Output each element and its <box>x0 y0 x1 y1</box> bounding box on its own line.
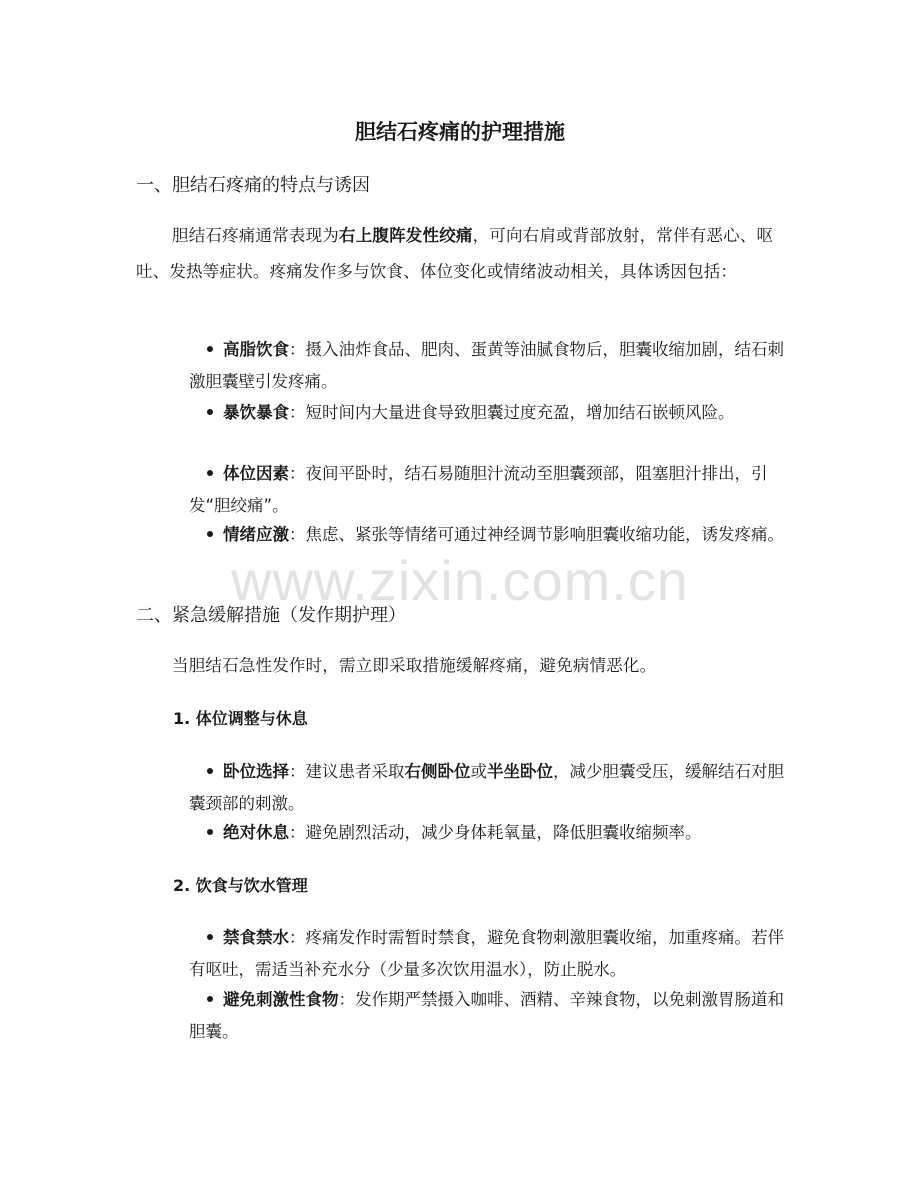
item-text: ：发作期严禁摄入咖啡、酒精、辛辣食物，以免刺激胃肠道和胆囊。 <box>189 990 784 1041</box>
item-text-mid: 或 <box>470 762 487 781</box>
list-item <box>189 458 787 522</box>
list-item <box>189 817 787 849</box>
intro-text-post: ，可向右肩或背部放射，常伴有恶心、呕吐、发热等症状。疼痛发作多与饮食、体位变化或情绪波动相关，具体诱因包括： <box>136 226 774 281</box>
item-text-post: ，减少胆囊受压，缓解结石对胆囊颈部的刺激。 <box>189 762 784 813</box>
item-label: 暴饮暴食 <box>223 403 289 422</box>
item-label: 绝对休息 <box>223 823 289 842</box>
section1-intro <box>136 218 786 290</box>
item-text: ：焦虑、紧张等情绪可通过神经调节影响胆囊收缩功能，诱发疼痛。 <box>289 525 784 544</box>
item-text: ：夜间平卧时，结石易随胆汁流动至胆囊颈部，阻塞胆汁排出，引发“胆绞痛”。 <box>189 464 768 515</box>
item-label: 避免刺激性食物 <box>223 990 339 1009</box>
section1-heading: 一、胆结石疼痛的特点与诱因 <box>136 175 370 196</box>
bullet-dot <box>207 409 213 415</box>
document-title: 胆结石疼痛的护理措施 <box>355 120 565 144</box>
item-text-pre: ：建议患者采取 <box>289 762 405 781</box>
item-text: ：摄入油炸食品、肥肉、蛋黄等油腻食物后，胆囊收缩加剧，结石刺激胆囊壁引发疼痛。 <box>189 340 784 391</box>
item-text: ：避免剧烈活动，减少身体耗氧量，降低胆囊收缩频率。 <box>289 823 702 842</box>
subsection2-heading: 2. 饮食与饮水管理 <box>173 876 308 895</box>
subsection1-heading: 1. 体位调整与休息 <box>173 709 308 728</box>
item-label: 禁食禁水 <box>223 928 289 947</box>
intro-text-bold: 右上腹阵发性绞痛 <box>339 226 473 245</box>
list-item <box>189 756 787 820</box>
intro-text-pre: 胆结石疼痛通常表现为 <box>172 226 339 245</box>
item-bold-1: 右侧卧位 <box>404 762 471 781</box>
list-item <box>189 334 787 398</box>
watermark: www.zixin.com.cn <box>231 549 689 612</box>
bullet-dot <box>207 996 213 1002</box>
item-label: 体位因素 <box>223 464 289 483</box>
item-text: ：短时间内大量进食导致胆囊过度充盈，增加结石嵌顿风险。 <box>289 403 735 422</box>
item-label: 高脂饮食 <box>223 340 289 359</box>
bullet-dot <box>207 934 213 940</box>
section2-intro: 当胆结石急性发作时，需立即采取措施缓解疼痛，避免病情恶化。 <box>172 656 657 675</box>
bullet-dot <box>207 531 213 537</box>
bullet-dot <box>207 346 213 352</box>
bullet-dot <box>207 829 213 835</box>
list-item <box>189 922 787 986</box>
item-label: 卧位选择 <box>223 762 289 781</box>
list-item <box>189 519 787 551</box>
item-bold-2: 半坐卧位 <box>487 762 553 781</box>
list-item <box>189 397 787 429</box>
bullet-dot <box>207 768 213 774</box>
list-item <box>189 984 787 1048</box>
section2-heading: 二、紧急缓解措施（发作期护理） <box>136 605 406 626</box>
item-text: ：疼痛发作时需暂时禁食，避免食物刺激胆囊收缩，加重疼痛。若伴有呕吐，需适当补充水分（少量多次饮用温水），防止脱水。 <box>189 928 784 979</box>
item-label: 情绪应激 <box>223 525 289 544</box>
bullet-dot <box>207 470 213 476</box>
